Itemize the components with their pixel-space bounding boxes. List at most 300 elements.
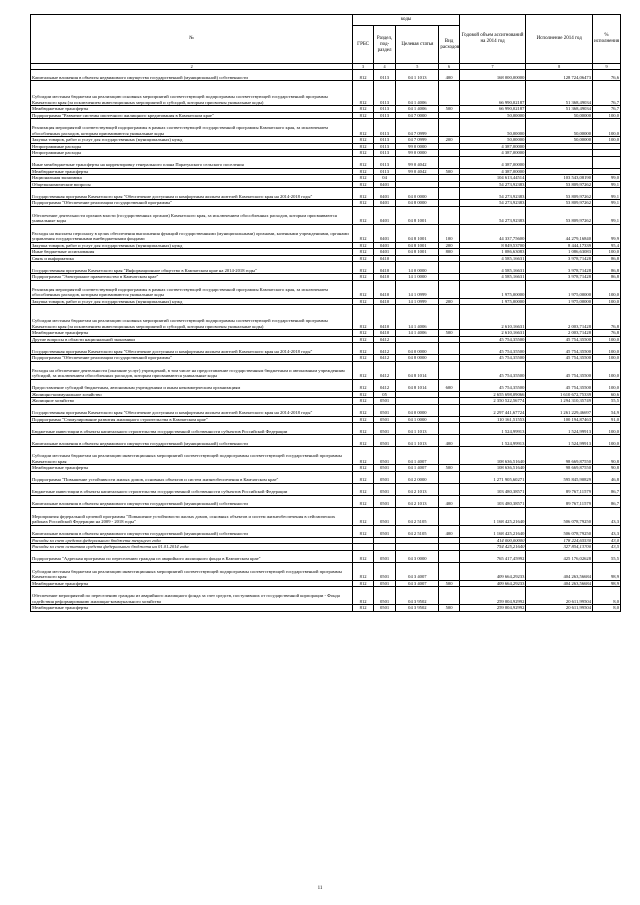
row-grbs: 812: [353, 255, 373, 262]
row-name: Субсидии местным бюджетам на реализацию основных мероприятий соответствующей подпрограммы соответствующей государственной программы Камчатского края (за исключением инвестиционных мероприятий и субсидий, которым присвоены уникальные коды): [31, 305, 353, 330]
row-vid: [439, 206, 459, 224]
row-target: 04 1 0000: [396, 416, 439, 423]
row-razdel: 0401: [373, 181, 396, 188]
row-exec: 506 078,79250: [526, 507, 593, 525]
row-target: 04 8 1001: [396, 224, 439, 242]
colnum: 6: [439, 64, 459, 70]
row-name: Субсидии местным бюджетам на реализацию инвестиционных мероприятий соответствующей подпрограммы соответствующей государственной программы Камчатского края: [31, 447, 353, 465]
row-razdel: 0501: [373, 416, 396, 423]
row-exec: 1 610 672,75339: [526, 391, 593, 398]
row-pct: 98,9: [593, 580, 621, 587]
header-vid: Вид расходов: [439, 26, 459, 64]
row-name: Связь и информатика: [31, 255, 353, 262]
row-vid: 200: [439, 298, 459, 305]
row-name: Подпрограмма "Развитие системы ипотечного жилищного кредитования в Камчатском крае": [31, 112, 353, 119]
row-grbs: 812: [353, 507, 373, 525]
row-razdel: 0501: [373, 550, 396, 562]
row-exec: 53 809,97262: [526, 200, 593, 207]
row-name: Капитальные вложения в объекты недвижимого имущества государственной (муниципальной) собственности: [31, 525, 353, 537]
table-row: [31, 483, 621, 495]
row-vid: [439, 423, 459, 435]
row-name: Капитальные вложения в объекты недвижимого имущества государственной (муниципальной) собственности: [31, 435, 353, 447]
row-target: 04 8 0000: [396, 200, 439, 207]
row-annual: 8 849,53700: [459, 242, 526, 249]
row-name: Закупка товаров, работ и услуг для государственных (муниципальных) нужд: [31, 298, 353, 305]
row-grbs: 812: [353, 188, 373, 200]
colnum: 8: [526, 64, 593, 70]
row-vid: [439, 188, 459, 200]
header-razdel: Раздел, под-раздел: [373, 26, 396, 64]
row-annual: 50,00000: [459, 137, 526, 144]
row-exec: 50,00000: [526, 137, 593, 144]
table-row: [31, 447, 621, 465]
row-name: Подпрограмма "Обеспечение реализации государственной программы": [31, 200, 353, 207]
row-annual: 66 990,02187: [459, 81, 526, 106]
row-exec: 128 724,06473: [526, 70, 593, 81]
row-razdel: 05: [373, 391, 396, 398]
row-name: Жилищное хозяйство: [31, 398, 353, 405]
row-razdel: 0410: [373, 262, 396, 274]
row-pct: 86,7: [593, 483, 621, 495]
row-target: 14 1 0000: [396, 274, 439, 281]
row-annual: 2 610,16631: [459, 305, 526, 330]
row-annual: 103 480,38571: [459, 495, 526, 507]
row-razdel: 0113: [373, 81, 396, 106]
row-exec: 45 754,35500: [526, 343, 593, 355]
row-annual: 4 387,00000: [459, 150, 526, 157]
row-annual: 1 975,00000: [459, 298, 526, 305]
row-name: Межбюджетные трансферты: [31, 605, 353, 612]
row-grbs: 812: [353, 305, 373, 330]
row-exec: 404 263,56684: [526, 562, 593, 580]
row-annual: 1 271 905,60271: [459, 471, 526, 483]
row-grbs: 812: [353, 398, 373, 405]
row-pct: 55,5: [593, 398, 621, 405]
row-grbs: 812: [353, 423, 373, 435]
row-name: Закупка товаров, работ и услуг для государственных (муниципальных) нужд: [31, 242, 353, 249]
row-annual: 54 273,92383: [459, 200, 526, 207]
row-annual: 754 425,21640: [459, 544, 526, 551]
row-target: 04 7 0999: [396, 119, 439, 137]
row-target: 04 1 1013: [396, 423, 439, 435]
row-grbs: 812: [353, 355, 373, 362]
row-name: Бюджетные инвестиции в объекты капитального строительства государственной собственности субъектов Российской Федерации: [31, 483, 353, 495]
row-name: Межбюджетные трансферты: [31, 465, 353, 472]
row-exec: 45 754,35500: [526, 355, 593, 362]
table-row: [31, 262, 621, 274]
row-annual: 259 004,92992: [459, 605, 526, 612]
row-target: 04 8 0000: [396, 355, 439, 362]
row-name: Реализация мероприятий соответствующей подпрограммы в рамках соответствующей государственной программы Камчатского края, за исключением обособленных расходов, которым присваиваются уникальные коды: [31, 119, 353, 137]
row-razdel: 0401: [373, 188, 396, 200]
row-grbs: 812: [353, 391, 373, 398]
row-grbs: 812: [353, 298, 373, 305]
row-pct: 95,4: [593, 242, 621, 249]
row-razdel: 0501: [373, 404, 396, 416]
row-grbs: 812: [353, 280, 373, 298]
row-annual: 4 387,00000: [459, 168, 526, 175]
row-exec: 53 809,97262: [526, 181, 593, 188]
row-vid: 500: [439, 106, 459, 113]
row-exec: 1 975,00000: [526, 298, 593, 305]
row-name: Межбюджетные трансферты: [31, 168, 353, 175]
row-exec: 3 978,71428: [526, 274, 593, 281]
row-razdel: 0113: [373, 119, 396, 137]
row-target: 04 2 0000: [396, 471, 439, 483]
row-annual: 4 387,00000: [459, 156, 526, 168]
row-grbs: 812: [353, 361, 373, 379]
table-row: [31, 156, 621, 168]
row-grbs: 812: [353, 119, 373, 137]
row-vid: 400: [439, 495, 459, 507]
colnum: 2: [31, 64, 353, 70]
row-pct: 55,5: [593, 550, 621, 562]
row-annual: 110 161,51553: [459, 416, 526, 423]
row-name: Другие вопросы в области национальной экономики: [31, 336, 353, 343]
row-razdel: 0113: [373, 106, 396, 113]
row-target: 04 8 1001: [396, 206, 439, 224]
row-name: Капитальные вложения в объекты недвижимого имущества государственной (муниципальной) собственности: [31, 70, 353, 81]
colnum: 9: [593, 64, 621, 70]
row-razdel: 0410: [373, 280, 396, 298]
table-row: [31, 525, 621, 537]
row-exec: 8 444,17339: [526, 242, 593, 249]
row-annual: 1 975,00000: [459, 280, 526, 298]
row-exec: 50,00000: [526, 112, 593, 119]
row-annual: 108 636,51640: [459, 465, 526, 472]
row-exec: 89 767,11579: [526, 495, 593, 507]
row-exec: 1 975,00000: [526, 280, 593, 298]
row-annual: 168 000,00000: [459, 70, 526, 81]
row-razdel: 0412: [373, 355, 396, 362]
table-row: [31, 423, 621, 435]
row-grbs: 812: [353, 274, 373, 281]
row-pct: 100,0: [593, 423, 621, 435]
row-name: Подпрограмма "Повышение устойчивости жилых домов, основных объектов и систем жизнеобеспечения в Камчатском крае": [31, 471, 353, 483]
row-target: 04 2 5105: [396, 525, 439, 537]
row-razdel: 0410: [373, 298, 396, 305]
row-razdel: 0401: [373, 242, 396, 249]
row-grbs: 812: [353, 242, 373, 249]
row-pct: 99,1: [593, 188, 621, 200]
row-name: Государственная программа Камчатского края "Обеспечение доступным и комфортным жильем жителей Камчатского края на 2014-2018 годы": [31, 343, 353, 355]
table-row: [31, 361, 621, 379]
row-name: Государственная программа Камчатского края "Обеспечение доступным и комфортным жильем жителей Камчатского края на 2014-2018 годы": [31, 188, 353, 200]
row-pct: 43,3: [593, 507, 621, 525]
row-vid: 500: [439, 580, 459, 587]
row-annual: 45 754,35500: [459, 379, 526, 391]
row-grbs: 812: [353, 181, 373, 188]
row-grbs: 812: [353, 206, 373, 224]
row-name: Предоставление субсидий бюджетным, автономным учреждениям и иным некоммерческим организациям: [31, 379, 353, 391]
row-name: Непрограммные расходы: [31, 150, 353, 157]
row-exec: 51 368,49034: [526, 106, 593, 113]
row-grbs: 812: [353, 379, 373, 391]
row-target: 04 8 1001: [396, 249, 439, 256]
row-name: Иные бюджетные ассигнования: [31, 249, 353, 256]
colnum: 3: [353, 64, 373, 70]
row-exec: 3 978,71428: [526, 255, 593, 262]
header-grbs: ГРБС: [353, 26, 373, 64]
row-annual: 1 168 425,21640: [459, 507, 526, 525]
row-annual: 765 417,45992: [459, 550, 526, 562]
table-row: [31, 435, 621, 447]
row-vid: [439, 305, 459, 330]
row-razdel: 0501: [373, 495, 396, 507]
row-exec: 44 279,16840: [526, 224, 593, 242]
row-name: Расходы на обеспечение деятельности (оказание услуг) учреждений, в том числе на предоставление государственным бюджетным и автономным учреждениям субсидий, за исключением обособленных расходов, которым присваиваются уникальные коды: [31, 361, 353, 379]
header-codes: коды: [353, 15, 459, 26]
row-annual: 45 754,35500: [459, 355, 526, 362]
row-annual: 4 585,16631: [459, 255, 526, 262]
row-target: 04 3 4007: [396, 562, 439, 580]
row-exec: 1 524,99913: [526, 423, 593, 435]
row-pct: 76,8: [593, 330, 621, 337]
row-grbs: 812: [353, 137, 373, 144]
row-exec: 51 368,49034: [526, 81, 593, 106]
row-pct: 54,9: [593, 404, 621, 416]
row-annual: 414 000,00000: [459, 537, 526, 544]
row-target: 04 7 0000: [396, 112, 439, 119]
row-annual: 54 273,92383: [459, 206, 526, 224]
row-grbs: 812: [353, 224, 373, 242]
row-target: 04 8 1014: [396, 379, 439, 391]
row-target: 14 1 4006: [396, 305, 439, 330]
row-razdel: 0410: [373, 305, 396, 330]
row-vid: 100: [439, 224, 459, 242]
row-razdel: 0501: [373, 471, 396, 483]
row-annual: 54 273,92383: [459, 181, 526, 188]
row-target: 04 8 1014: [396, 361, 439, 379]
row-razdel: 0113: [373, 137, 396, 144]
row-target: 04 1 4007: [396, 447, 439, 465]
row-pct: 99,9: [593, 224, 621, 242]
row-target: 14 0 0000: [396, 262, 439, 274]
row-exec: 98 669,87550: [526, 465, 593, 472]
row-target: 04 2 5105: [396, 507, 439, 525]
row-vid: [439, 280, 459, 298]
row-pct: 100,0: [593, 343, 621, 355]
row-grbs: 812: [353, 435, 373, 447]
row-razdel: 0113: [373, 168, 396, 175]
row-vid: [439, 471, 459, 483]
row-annual: 4 387,00000: [459, 143, 526, 150]
row-name: Реализация мероприятий соответствующей подпрограммы в рамках соответствующей государственной программы Камчатского края, за исключением обособленных расходов, которым присваиваются уникальные коды: [31, 280, 353, 298]
row-name: Обеспечение мероприятий по переселению граждан из аварийного жилищного фонда за счет средств, поступивших от государственной корпорации - Фонда содействия реформированию жилищно-коммунального хозяйства: [31, 587, 353, 605]
row-name: Государственная программа Камчатского края "Обеспечение доступным и комфортным жильем жителей Камчатского края на 2014-2018 годы": [31, 404, 353, 416]
row-razdel: 0410: [373, 330, 396, 337]
row-razdel: 0113: [373, 112, 396, 119]
row-vid: [439, 119, 459, 137]
row-vid: 200: [439, 242, 459, 249]
row-exec: 1 086,63083: [526, 249, 593, 256]
row-pct: 99,0: [593, 175, 621, 182]
row-grbs: 812: [353, 605, 373, 612]
row-annual: 45 754,35500: [459, 343, 526, 355]
row-razdel: 0501: [373, 423, 396, 435]
row-annual: 1 524,99913: [459, 423, 526, 435]
row-name: Подпрограмма "Обеспечение реализации государственной программы": [31, 355, 353, 362]
row-name: Капитальные вложения в объекты недвижимого имущества государственной (муниципальной) собственности: [31, 495, 353, 507]
row-pct: 76,7: [593, 81, 621, 106]
row-name: Непрограммные расходы: [31, 143, 353, 150]
row-vid: 500: [439, 330, 459, 337]
row-pct: 99,1: [593, 200, 621, 207]
row-target: 14 1 4006: [396, 330, 439, 337]
row-razdel: 0501: [373, 398, 396, 405]
row-name: Подпрограмма "Электронное правительство в Камчатском крае": [31, 274, 353, 281]
row-name: Межбюджетные трансферты: [31, 106, 353, 113]
row-exec: 89 767,11579: [526, 483, 593, 495]
row-vid: [439, 262, 459, 274]
row-pct: 8,0: [593, 605, 621, 612]
row-grbs: 812: [353, 106, 373, 113]
row-name: Бюджетные инвестиции в объекты капитального строительства государственной собственности субъектов Российской Федерации: [31, 423, 353, 435]
row-pct: 46,8: [593, 471, 621, 483]
row-vid: [439, 81, 459, 106]
row-name: Мероприятия федеральной целевой программы "Повышение устойчивости жилых домов, основных объектов и систем жизнеобеспечения в сейсмических районах Российской Федерации на 2009 - 2018 годы": [31, 507, 353, 525]
row-razdel: 0113: [373, 70, 396, 81]
row-grbs: 812: [353, 150, 373, 157]
row-razdel: 0412: [373, 336, 396, 343]
header-exec: Исполнение 2014 год: [526, 15, 593, 64]
row-pct: 99,1: [593, 181, 621, 188]
row-grbs: 812: [353, 200, 373, 207]
row-target: 04 2 1013: [396, 483, 439, 495]
row-vid: 500: [439, 465, 459, 472]
row-name: Общеэкономические вопросы: [31, 181, 353, 188]
row-razdel: 0501: [373, 525, 396, 537]
row-annual: 409 664,29233: [459, 580, 526, 587]
row-exec: 1 261 229,46697: [526, 404, 593, 416]
colnum: 7: [459, 64, 526, 70]
budget-table: [30, 14, 621, 612]
row-vid: 500: [439, 605, 459, 612]
row-pct: 100,0: [593, 137, 621, 144]
row-grbs: 812: [353, 587, 373, 605]
row-exec: 53 809,97262: [526, 188, 593, 200]
table-row: [31, 404, 621, 416]
row-razdel: 0501: [373, 465, 396, 472]
row-annual: 44 337,75600: [459, 224, 526, 242]
row-pct: 76,7: [593, 106, 621, 113]
row-vid: [439, 447, 459, 465]
row-target: 04 1 1013: [396, 70, 439, 81]
table-row: [31, 224, 621, 242]
row-razdel: 0412: [373, 343, 396, 355]
row-exec: 404 263,56684: [526, 580, 593, 587]
row-pct: 100,0: [593, 361, 621, 379]
row-vid: 200: [439, 137, 459, 144]
row-pct: 100,0: [593, 298, 621, 305]
row-annual: 50,00000: [459, 119, 526, 137]
row-annual: 1 086,63083: [459, 249, 526, 256]
row-name: Подпрограмма "Адресная программа по переселению граждан из аварийного жилищного фонда в Камчатском крае": [31, 550, 353, 562]
row-pct: 76,6: [593, 70, 621, 81]
table-row: [31, 379, 621, 391]
row-exec: 327 854,13700: [526, 544, 593, 551]
row-annual: 108 636,51640: [459, 447, 526, 465]
row-target: 14 1 0999: [396, 280, 439, 298]
row-vid: [439, 587, 459, 605]
row-grbs: 812: [353, 262, 373, 274]
row-target: 99 0 0000: [396, 150, 439, 157]
row-pct: 100,0: [593, 379, 621, 391]
row-name: Межбюджетные трансферты: [31, 330, 353, 337]
row-pct: 43,0: [593, 537, 621, 544]
row-name: Жилищно-коммунальное хозяйство: [31, 391, 353, 398]
table-row: [31, 343, 621, 355]
row-annual: 54 273,92383: [459, 188, 526, 200]
row-razdel: 0501: [373, 605, 396, 612]
row-target: 04 3 0000: [396, 550, 439, 562]
table-row: [31, 119, 621, 137]
row-annual: 45 754,35500: [459, 361, 526, 379]
row-annual: 2 350 522,56774: [459, 398, 526, 405]
document-page: [30, 14, 621, 612]
row-name: Расходы на выплаты персоналу в целях обеспечения выполнения функций государственными (муниципальными) органами, казенными учреждениями, органами управления государственными внебюджетными фондами: [31, 224, 353, 242]
row-pct: 43,3: [593, 525, 621, 537]
header-target: Целевая статья: [396, 26, 439, 64]
row-annual: 66 990,02187: [459, 106, 526, 113]
row-grbs: 812: [353, 495, 373, 507]
row-exec: 100 194,87463: [526, 416, 593, 423]
row-name: Расходы за счет средств федерального бюджета текущего года: [31, 537, 353, 544]
row-grbs: 812: [353, 175, 373, 182]
row-pct: 98,9: [593, 562, 621, 580]
row-exec: 595 845,90829: [526, 471, 593, 483]
header-num: №: [31, 15, 353, 64]
row-razdel: 0410: [373, 255, 396, 262]
row-grbs: 812: [353, 168, 373, 175]
row-pct: 90,8: [593, 465, 621, 472]
row-annual: 4 585,16631: [459, 274, 526, 281]
table-row: [31, 605, 621, 612]
row-vid: [439, 507, 459, 525]
row-razdel: 0501: [373, 507, 396, 525]
row-razdel: 0401: [373, 200, 396, 207]
row-exec: 425 176,02628: [526, 550, 593, 562]
row-annual: 2 297 441,67724: [459, 404, 526, 416]
table-row: [31, 507, 621, 525]
table-row: [31, 70, 621, 81]
row-pct: 100,0: [593, 112, 621, 119]
row-exec: 103 543,08190: [526, 175, 593, 182]
row-pct: 100,0: [593, 280, 621, 298]
row-vid: [439, 483, 459, 495]
row-grbs: 812: [353, 70, 373, 81]
row-exec: 98 669,87550: [526, 447, 593, 465]
row-target: 04 0 0000: [396, 343, 439, 355]
row-razdel: 04: [373, 175, 396, 182]
row-grbs: 812: [353, 447, 373, 465]
row-vid: [439, 404, 459, 416]
header-pct: % исполнения: [593, 15, 621, 64]
table-row: [31, 81, 621, 106]
row-pct: 100,0: [593, 355, 621, 362]
row-target: 04 1 4007: [396, 465, 439, 472]
row-razdel: 0412: [373, 379, 396, 391]
table-row: [31, 550, 621, 562]
row-exec: 53 809,97262: [526, 206, 593, 224]
row-name: Субсидии местным бюджетам на реализацию основных мероприятий соответствующей подпрограммы соответствующей государственной программы Камчатского края (за исключением инвестиционных мероприятий и субсидий, которым присвоены уникальные коды): [31, 81, 353, 106]
table-row: [31, 206, 621, 224]
row-annual: 259 004,92992: [459, 587, 526, 605]
row-grbs: 812: [353, 562, 373, 580]
row-annual: 2 655 698,09066: [459, 391, 526, 398]
table-row: [31, 305, 621, 330]
row-pct: 86,8: [593, 274, 621, 281]
